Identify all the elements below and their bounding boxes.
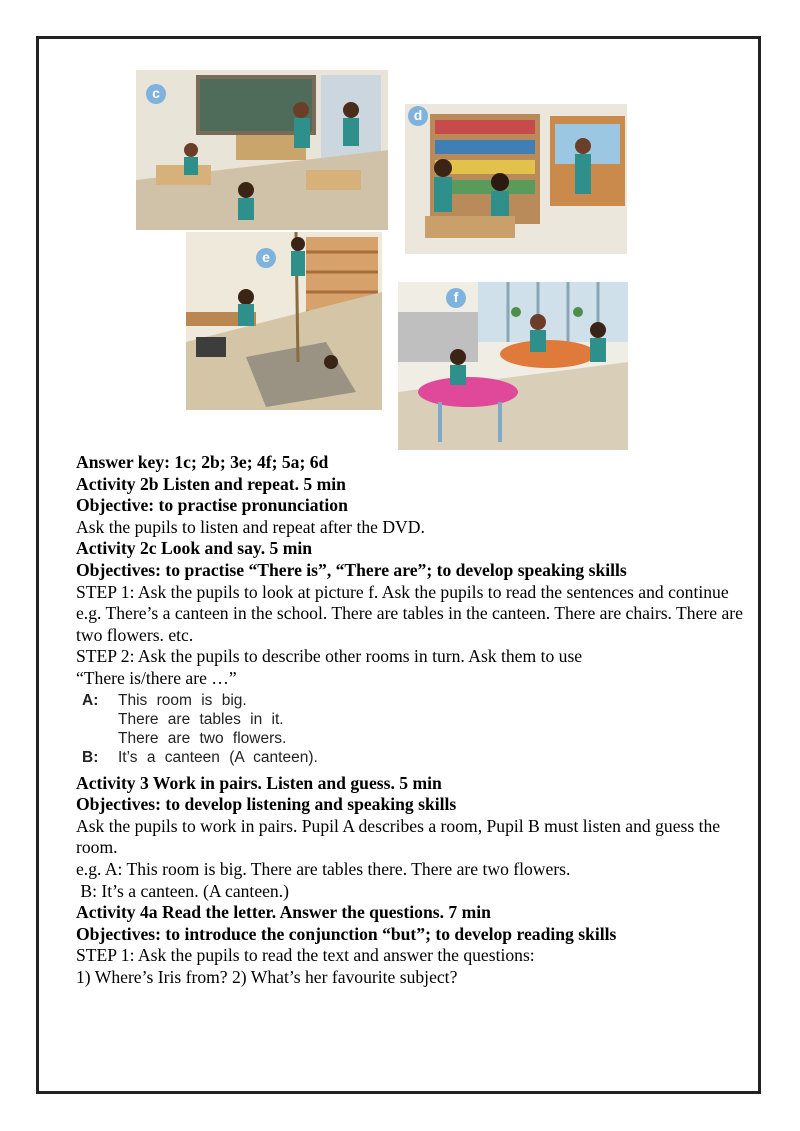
activity-2c-step2-quote: “There is/there are …” <box>76 667 237 688</box>
activity-2b-body: Ask the pupils to listen and repeat after the DVD. <box>76 516 425 537</box>
gym-illustration <box>186 232 382 410</box>
activity-3-example-b: B: It’s a canteen. (A canteen.) <box>76 880 289 901</box>
lesson-text <box>76 452 756 988</box>
dialogue-line: This room is big. <box>118 691 247 709</box>
activity-2b-objective: Objective: to practise pronunciation <box>76 495 348 516</box>
activity-2c-heading: Activity 2c Look and say. 5 min <box>76 538 313 559</box>
answer-key: Answer key: 1c; 2b; 3e; 4f; 5a; 6d <box>76 452 329 472</box>
activity-3-heading: Activity 3 Work in pairs. Listen and guess. 5 min <box>76 772 442 793</box>
picture-letter-c: c <box>146 84 166 104</box>
dialogue-row-a1 <box>82 691 756 710</box>
picture-letter-f: f <box>446 288 466 308</box>
speaker-b-label: B: <box>82 748 99 766</box>
activity-2b-heading: Activity 2b Listen and repeat. 5 min <box>76 473 346 494</box>
activity-3-example-a: e.g. A: This room is big. There are tables there. There are two flowers. <box>76 858 571 879</box>
activity-3-objective: Objectives: to develop listening and speaking skills <box>76 794 457 815</box>
classroom-illustration <box>136 70 388 230</box>
dialogue-line: It’s a canteen (A canteen). <box>118 748 318 766</box>
canteen-illustration <box>398 282 628 450</box>
activity-4a-heading: Activity 4a Read the letter. Answer the questions. 7 min <box>76 902 491 923</box>
dialogue-row-a3 <box>82 729 756 748</box>
activity-4a-objective: Objectives: to introduce the conjunction “but”; to develop reading skills <box>76 923 617 944</box>
dialogue-row-a2 <box>82 710 756 729</box>
picture-letter-d: d <box>408 106 428 126</box>
example-dialogue <box>82 691 756 767</box>
activity-2c-objective: Objectives: to practise “There is”, “There are”; to develop speaking skills <box>76 559 627 580</box>
activity-3-body: Ask the pupils to work in pairs. Pupil A describes a room, Pupil B must listen and guess the room. <box>76 815 721 858</box>
dialogue-row-b <box>82 748 756 767</box>
dialogue-line: There are two flowers. <box>118 729 287 747</box>
activity-4a-step1: STEP 1: Ask the pupils to read the text and answer the questions: <box>76 945 535 966</box>
picture-letter-e: e <box>256 248 276 268</box>
library-illustration <box>405 104 627 254</box>
picture-d-library <box>405 104 627 254</box>
activity-2c-step1: STEP 1: Ask the pupils to look at picture f. Ask the pupils to read the sentences and continue e.g. There’s a canteen in the school. There are tables in the canteen. There are chairs. There are two flowers. etc. <box>76 581 743 645</box>
activity-4a-questions: 1) Where’s Iris from? 2) What’s her favourite subject? <box>76 966 458 987</box>
picture-c-classroom <box>136 70 388 230</box>
picture-f-canteen <box>398 282 628 450</box>
dialogue-line: There are tables in it. <box>118 710 284 728</box>
activity-2c-step2: STEP 2: Ask the pupils to describe other rooms in turn. Ask them to use <box>76 646 583 667</box>
picture-e-gym <box>186 232 382 410</box>
speaker-a-label: A: <box>82 691 99 709</box>
